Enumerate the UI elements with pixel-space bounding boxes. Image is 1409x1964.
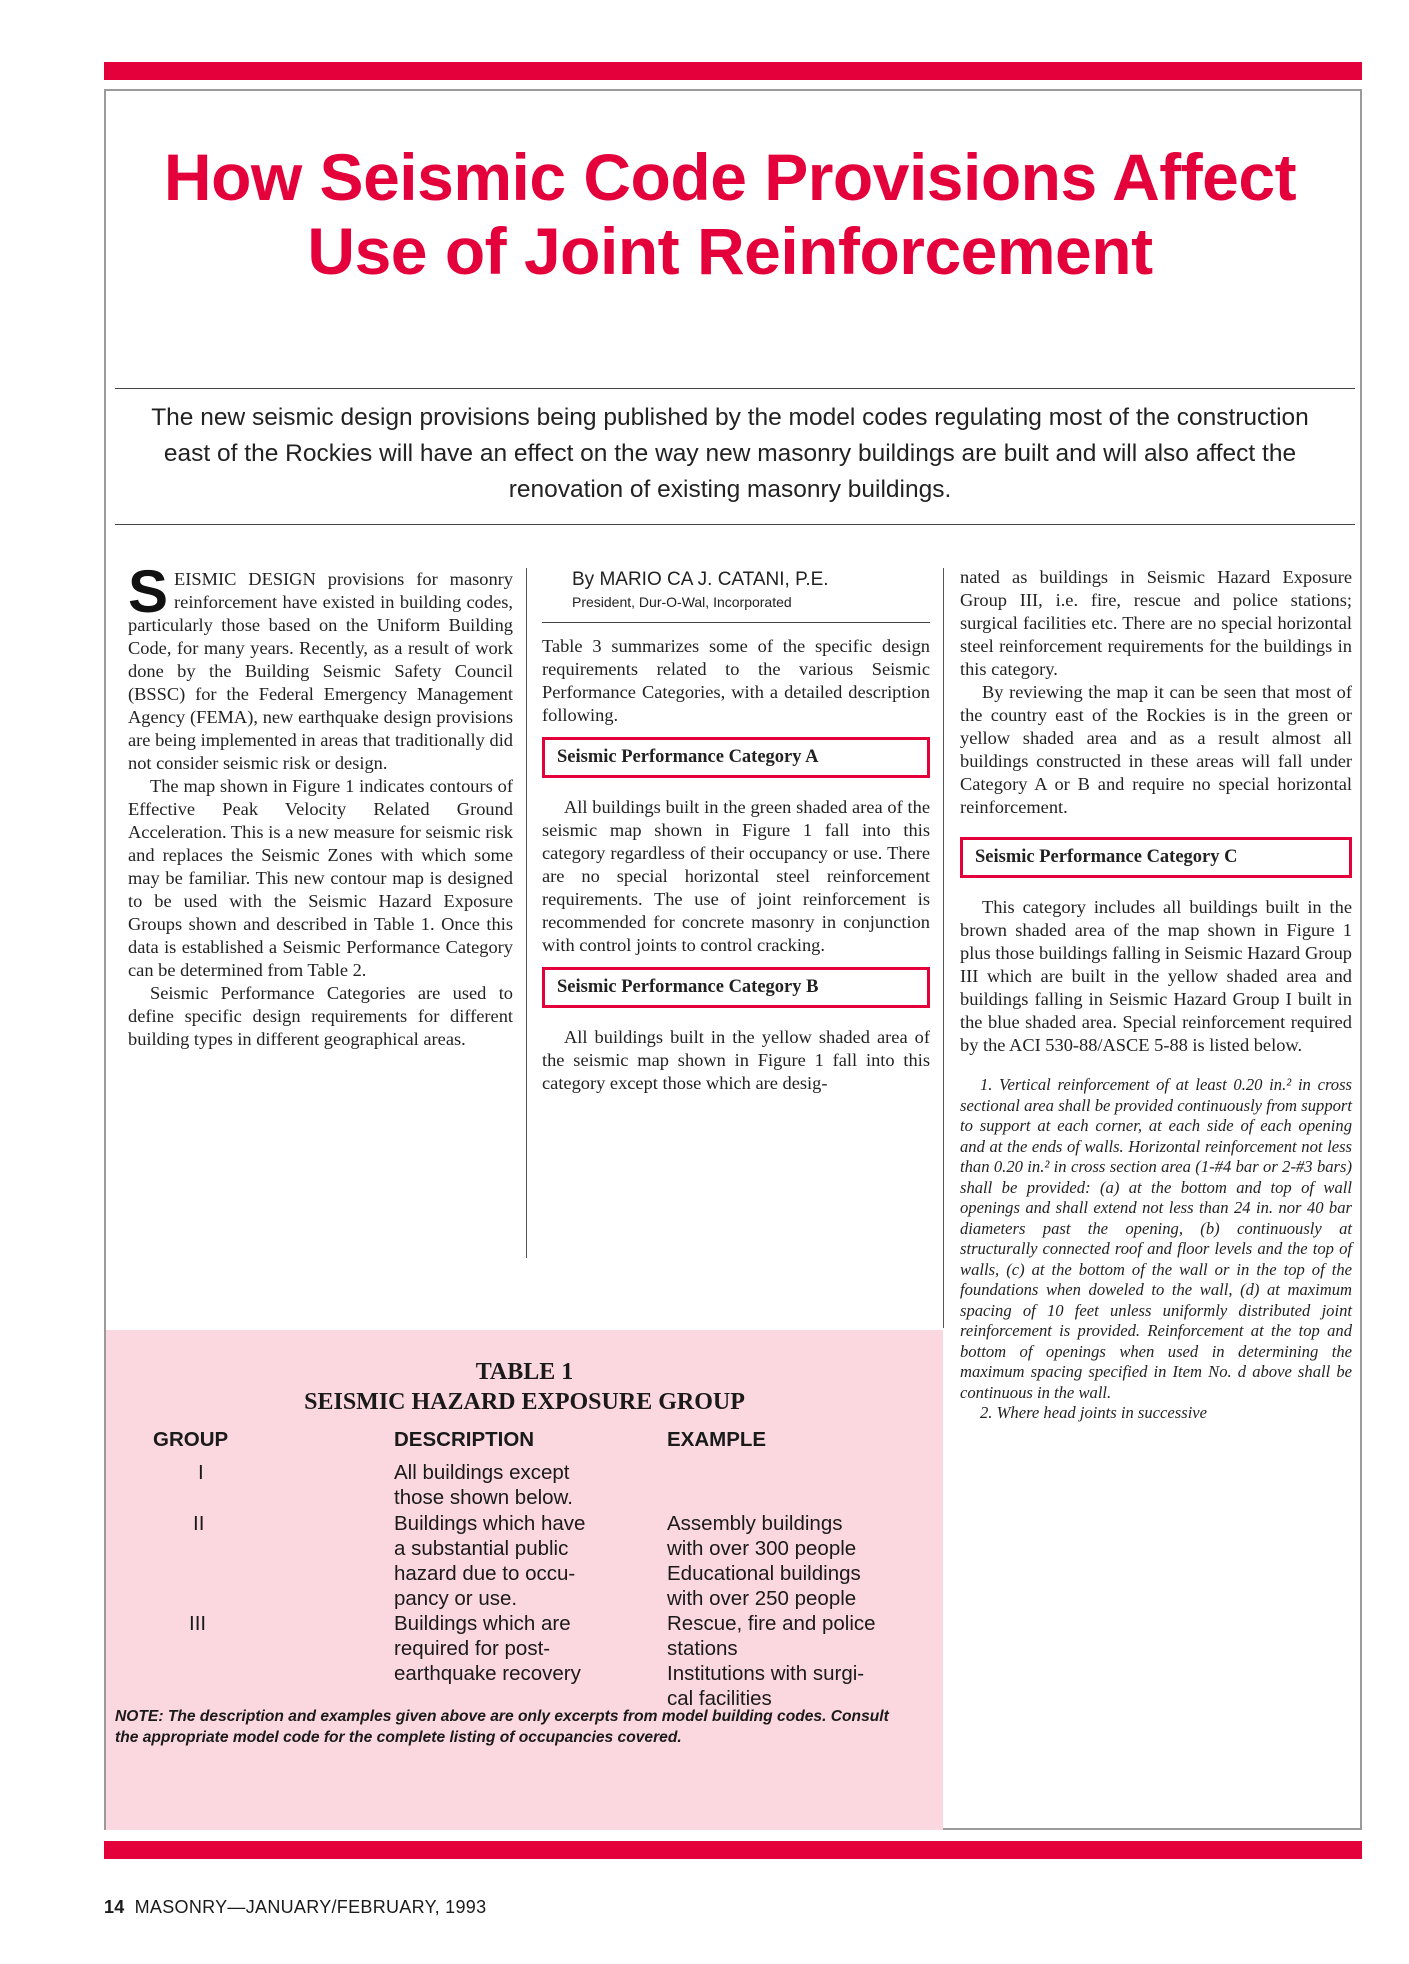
- page-footer: [104, 1897, 486, 1918]
- category-a-heading: Seismic Performance Category A: [542, 737, 930, 778]
- map-review-paragraph: By reviewing the map it can be seen that most of the country east of the Rockies is in the green or yellow shaded area and as a result almost all buildings constructed in these areas will fall under Category A or B and require no special horizontal reinforcement.: [960, 682, 1352, 817]
- table-row-2-example-line-3: Educational buildings: [667, 1562, 861, 1585]
- table-row-3-example-line-1: Rescue, fire and police: [667, 1612, 876, 1635]
- table-row-2-description-line-3: hazard due to occu-: [394, 1562, 576, 1585]
- page-number: 14: [104, 1897, 125, 1917]
- drop-cap: S: [128, 558, 169, 625]
- table-row-3-description-line-1: Buildings which are: [394, 1612, 571, 1635]
- table-row-3-example-line-3: Institutions with surgi-: [667, 1662, 865, 1685]
- category-c-heading: Seismic Performance Category C: [960, 837, 1352, 878]
- column-1-paragraph-1-text: EISMIC DESIGN provisions for masonry reinforcement have existed in building codes, particularly those based on the Uniform Building Code, for many years. Recently, as a result of work done by the Building Seismic Safety Council (BSSC) for the Federal Emergency Management Agency (FEMA), new earthquake design provisions are being implemented in areas that traditionally did not consider seismic risk or design.: [128, 569, 513, 773]
- table-1-subtitle: SEISMIC HAZARD EXPOSURE GROUP: [304, 1389, 745, 1415]
- column-divider-2: [943, 568, 944, 1328]
- table-row-1-group: I: [198, 1461, 204, 1484]
- category-c-text: This category includes all buildings built in the brown shaded area of the map shown in Figure 1 plus those buildings falling in Seismic Hazard Group III which are built in the yellow shaded area and buildings falling in Seismic Hazard Group I built in the blue shaded area. Special reinforcement required by the ACI 530-88/ASCE 5-88 is listed below.: [960, 897, 1352, 1055]
- frame-border-top: [104, 89, 1362, 91]
- column-divider-1: [526, 568, 527, 1258]
- table-1-title: TABLE 1: [475, 1359, 574, 1385]
- bottom-accent-bar: [104, 1841, 1362, 1859]
- table-row-2-example-line-4: with over 250 people: [667, 1587, 857, 1610]
- table-row-2-example-line-2: with over 300 people: [667, 1537, 857, 1560]
- publication-info: MASONRY—JANUARY/FEBRUARY, 1993: [134, 1897, 487, 1917]
- table-header-description: DESCRIPTION: [394, 1428, 535, 1451]
- table-header-example: EXAMPLE: [667, 1428, 767, 1451]
- category-b-heading: Seismic Performance Category B: [542, 967, 930, 1008]
- table-1-note: NOTE: The description and examples given above are only excerpts from model building codes. Consult the appropriate model code for the complete listing of occupancies covered.: [115, 1708, 889, 1746]
- table-row-3-description-line-2: required for post-: [394, 1637, 551, 1660]
- author-title: President, Dur-O-Wal, Incorporated: [572, 594, 792, 610]
- requirements-list: [960, 1075, 1352, 1424]
- deck-rule-top: [115, 388, 1355, 389]
- table-row-2-example-line-1: Assembly buildings: [667, 1512, 843, 1535]
- column-1-paragraph-2: The map shown in Figure 1 indicates contours of Effective Peak Velocity Related Ground Acceleration. This is a new measure for seismic risk and replaces the Seismic Zones with which some may be familiar. This new contour map is designed to be used with the Seismic Hazard Exposure Groups shown and described in Table 1. Once this data is established a Seismic Performance Category can be determined from Table 2.: [128, 776, 513, 980]
- table-row-2-description-line-1: Buildings which have: [394, 1512, 586, 1535]
- author-name: By MARIO CA J. CATANI, P.E.: [572, 569, 829, 590]
- article-column-2: [542, 568, 930, 1095]
- table-row-2-group: II: [193, 1512, 205, 1535]
- article-deck: The new seismic design provisions being published by the model codes regulating most of the construction east of the Rockies will have an effect on the way new masonry buildings are built and will also affect the renovation of existing masonry buildings.: [151, 404, 1309, 503]
- table-row-3-example-line-4: cal facilities: [667, 1687, 772, 1710]
- table-header-group: GROUP: [153, 1428, 229, 1451]
- byline-rule: [542, 622, 930, 623]
- table-row-1-description-line-1: All buildings except: [394, 1461, 570, 1484]
- frame-border-right: [1360, 89, 1362, 1829]
- table-row-3-description-line-3: earthquake recovery: [394, 1662, 581, 1685]
- article-headline: How Seismic Code Provisions Affect Use of Joint Reinforcement: [163, 140, 1297, 288]
- byline: [572, 568, 930, 612]
- table-row-2-description-line-4: pancy or use.: [394, 1587, 518, 1610]
- article-column-3: [960, 566, 1352, 1424]
- requirement-item-1: 1. Vertical reinforcement of at least 0.20 in.² in cross sectional area shall be provided continuously from support to support at each corner, at each side of each opening and at the ends of walls. Horizontal reinforcement not less than 0.20 in.² in cross section area (1-#4 bar or 2-#3 bars) shall be provided: (a) at the bottom and top of wall openings and shall extend not less than 24 in. nor 40 bar diameters past the opening, (b) continuously at structurally connected roof and floor levels and the top of walls, (c) at the bottom of the wall or in the top of the foundations when doweled to the wall, (d) at maximum spacing of 10 feet unless uniformly distributed joint reinforcement is provided. Reinforcement at the top and bottom of openings when used in determining the maximum spacing specified in Item No. d above shall be continuous in the wall.: [960, 1075, 1352, 1402]
- column-2-intro: Table 3 summarizes some of the specific design requirements related to the various Seismic Performance Categories, with a detailed description following.: [542, 636, 930, 725]
- category-b-text: All buildings built in the yellow shaded area of the seismic map shown in Figure 1 fall into this category except those which are desig-: [542, 1027, 930, 1093]
- table-row-1-description-line-2: those shown below.: [394, 1486, 573, 1509]
- column-1-paragraph-1: [128, 558, 513, 775]
- table-row-3-example-line-2: stations: [667, 1637, 738, 1660]
- requirement-item-2: 2. Where head joints in successive: [980, 1403, 1208, 1422]
- table-row-2-description-line-2: a substantial public: [394, 1537, 569, 1560]
- deck-rule-bottom: [115, 524, 1355, 525]
- category-a-text: All buildings built in the green shaded area of the seismic map shown in Figure 1 fall into this category regardless of their occupancy or use. There are no special horizontal steel reinforcement requirements. The use of joint reinforcement is recommended for concrete masonry in conjunction with control joints to control cracking.: [542, 797, 930, 955]
- article-column-1: [128, 558, 513, 1051]
- table-row-3-group: III: [189, 1612, 207, 1635]
- category-b-continued: nated as buildings in Seismic Hazard Exposure Group III, i.e. fire, rescue and police stations; surgical facilities etc. There are no special horizontal steel reinforcement requirements for the buildings in this category.: [960, 567, 1352, 679]
- top-accent-bar: [104, 62, 1362, 80]
- column-1-paragraph-3: Seismic Performance Categories are used to define specific design requirements for different building types in different geographical areas.: [128, 983, 513, 1049]
